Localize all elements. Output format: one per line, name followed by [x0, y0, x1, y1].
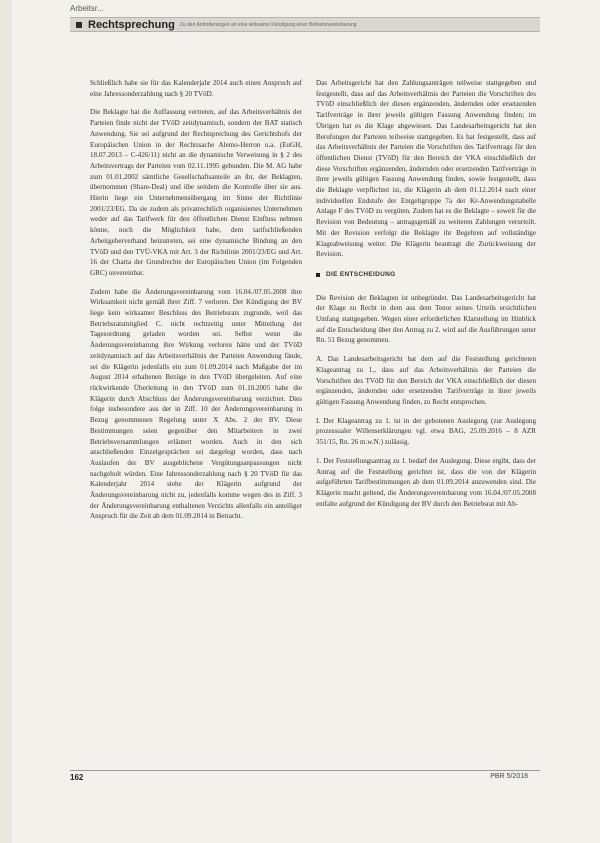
category-label: Arbeitsr...: [70, 4, 104, 13]
journal-issue: PBR 5/2018: [490, 773, 528, 780]
paragraph: Die Revision der Beklagten ist unbegründet. Das Landesarbeitsgericht hat der Klage zu Recht in dem aus dem Tenor seines Urteils ersichtlichen Umfang stattgegeben. Wegen einer erforderlichen Klarstellung im Hinblick auf die Entscheidung über den Antrag zu 2. wird auf die Ausführungen unter Rn. 51 Bezug genommen.: [316, 293, 536, 345]
document-page: [12, 0, 600, 843]
left-column: [90, 78, 302, 530]
paragraph: I. Der Klageantrag zu 1. ist in der gebotenen Auslegung (zur Auslegung prozessualer Willenserklärungen vgl. etwa BAG, 25.09.2016 – 8 AZR 351/15, Rn. 26 m.w.N.) zulässig.: [316, 416, 536, 447]
paragraph: 1. Der Feststellungsantrag zu 1. bedarf der Auslegung. Diese ergibt, dass der Antrag auf die Feststellung gerichtet ist, dass die von der Klägerin aufgeführten Tarifbestimmungen ab dem 01.09.2014 anzuwenden sind. Die Klägerin macht geltend, die Änderungsvereinbarung vom 16.04./07.05.2008 entfalte aufgrund der Kündigung der BV durch den Betriebsrat mit Ab-: [316, 456, 536, 508]
paragraph: Die Beklagte hat die Auffassung vertreten, auf das Arbeitsverhältnis der Parteien finde nicht der TVöD zeitdynamisch, sondern der BAT statisch Anwendung. Sie sei aufgrund der Rechtsprechung des Gerichtshofs der Europäischen Union in der Rechtssache Alemo-Herron u.a. (EuGH, 18.07.2013 – C-426/11) nicht an die dynamische Verweisung in § 2 des Arbeitsvertrags der Parteien vom 02.11.1995 gebunden. Die M. AG habe zum 01.01.2002 sämtliche Gesellschaftsanteile an ihr, der Beklagten, übernommen (Share-Deal) und übe seitdem die Kontrolle über sie aus. Hierin liege ein Unternehmensübergang im Sinne der Richtlinie 2001/23/EG. Da sie zudem als privatrechtlich organisiertes Unternehmen weder auf das Tarifwerk für den öffentlichen Dienst Einfluss nehmen könne, noch die Möglichkeit habe, dem tarifschließenden Arbeitgeberverband beizutreten, sei eine dynamische Bindung an den TVöD und den TVÜ-VKA mit Art. 3 der Richtlinie 2001/23/EG und Art. 16 der Charta der Grundrechte der Europäischen Union (im Folgenden GRC) unvereinbar.: [90, 108, 302, 277]
header-subtitle: Zu den Anforderungen an eine wirksame Kündigung einer Betriebsvereinbarung: [179, 21, 357, 28]
paragraph: Das Arbeitsgericht hat den Zahlungsanträgen teilweise stattgegeben und festgestellt, dass auf das Arbeitsverhältnis der Parteien die Vorschriften des TVöD einschließlich der diesen ergänzenden, ändernden oder ersetzenden Tarifverträge in ihrer jeweils gültigen Fassung Anwendung finden; im Übrigen hat es die Klage abgewiesen. Das Landesarbeitsgericht hat den Berufungen der Parteien teilweise stattgegeben. Es hat festgestellt, dass auf das Arbeitsverhältnis der Parteien die Vorschriften des Tarifvertrags für den öffentlichen Dienst (TVöD) für den Bereich der VKA einschließlich der diese Vorschriften ergänzenden, ändernden oder ersetzenden Tarifverträge in ihrer jeweils gültigen Fassung Anwendung finden, sowie festgestellt, dass die Beklagte verpflichtet ist, die Klägerin ab dem 01.12.2014 nach einer individuellen Endstufe der Entgeltgruppe 7a der Kr-Anwendungstabelle Anlage F des TVöD zu vergüten. Zudem hat es die Beklagte – soweit für die Revision von Bedeutung – antragsgemäß zu weiteren Zahlungen verurteilt. Mit der Revision verfolgt die Beklagte ihr Begehren auf vollständige Klageabweisung weiter. Die Klägerin beantragt die Zurückweisung der Revision.: [316, 79, 536, 259]
paragraph: Schließlich habe sie für das Kalenderjahr 2014 auch einen Anspruch auf eine Jahressonderzahlung nach § 20 TVöD.: [90, 79, 302, 98]
right-column: [316, 78, 536, 517]
section-square-icon: [316, 273, 320, 277]
section-header-bar: [70, 17, 540, 32]
header-title: Rechtsprechung: [88, 18, 175, 31]
section-heading-text: DIE ENTSCHEIDUNG: [326, 270, 396, 278]
footer-divider: [70, 770, 540, 771]
page-number: 162: [70, 773, 84, 782]
header-square-icon: [76, 22, 82, 28]
paragraph: Zudem habe die Änderungsvereinbarung vom 16.04./07.05.2008 ihre Wirksamkeit nicht gemäß ihrer Ziff. 7 verloren. Der Kündigung der BV liege kein wirksamer Beschluss des Betriebsrats zugrunde, weil das Betriebsratsmitglied C. nicht rechtzeitig unter Mitteilung der Tagesordnung geladen worden sei. Selbst wenn die Änderungsvereinbarung ihre Wirkung verloren hätte und der TVöD zeitdynamisch auf das Arbeitsverhältnis der Parteien Anwendung fände, sei die Klägerin jedenfalls ein zum 01.09.2014 nach Maßgabe der im August 2014 erhaltenen Bezüge in den TVöD übergeleiten. Auf eine rückwirkende Überleitung in den TVöD zum 01.10.2005 habe die Klägerin durch Abschluss der Änderungsvereinbarung verzichtet. Dies folge insbesondere aus der in Ziff. 10 der Änderungsvereinbarung in Bezug genommenen Regelung unter X Abs. 2 der BV. Diese Bestimmungen seien gegenüber den Mitarbeitern in zwei Betriebsversammlungen erläutert worden. Auch in den sich anschließenden Einzelgesprächen sei dargelegt worden, dass nach Auslaufen der BV ausgeblichene Vergütungsanpassungen nicht nachgeholt würden. Eine Jahressonderzahlung nach § 20 TVöD für das Kalenderjahr 2014 stehe der Klägerin aufgrund der Änderungsvereinbarung nicht zu, jedenfalls komme wegen des in Ziff. 3 der Änderungsvereinbarung enthaltenen Verzichts allenfalls ein anteiliger Anspruch für die Zeit ab dem 01.09.2014 in Betracht.: [90, 287, 302, 521]
section-heading: [316, 270, 536, 281]
paragraph: A. Das Landesarbeitsgericht hat dem auf die Feststellung gerichteten Klageantrag zu 1., dass auf das Arbeitsverhältnis der Parteien die Vorschriften des TVöD für den Bereich der VKA einschließlich der diesen ergänzenden, ändernden oder ersetzenden Tarifverträge in ihrer jeweils gültigen Fassung Anwendung finden, zu Recht entsprochen.: [316, 355, 536, 406]
